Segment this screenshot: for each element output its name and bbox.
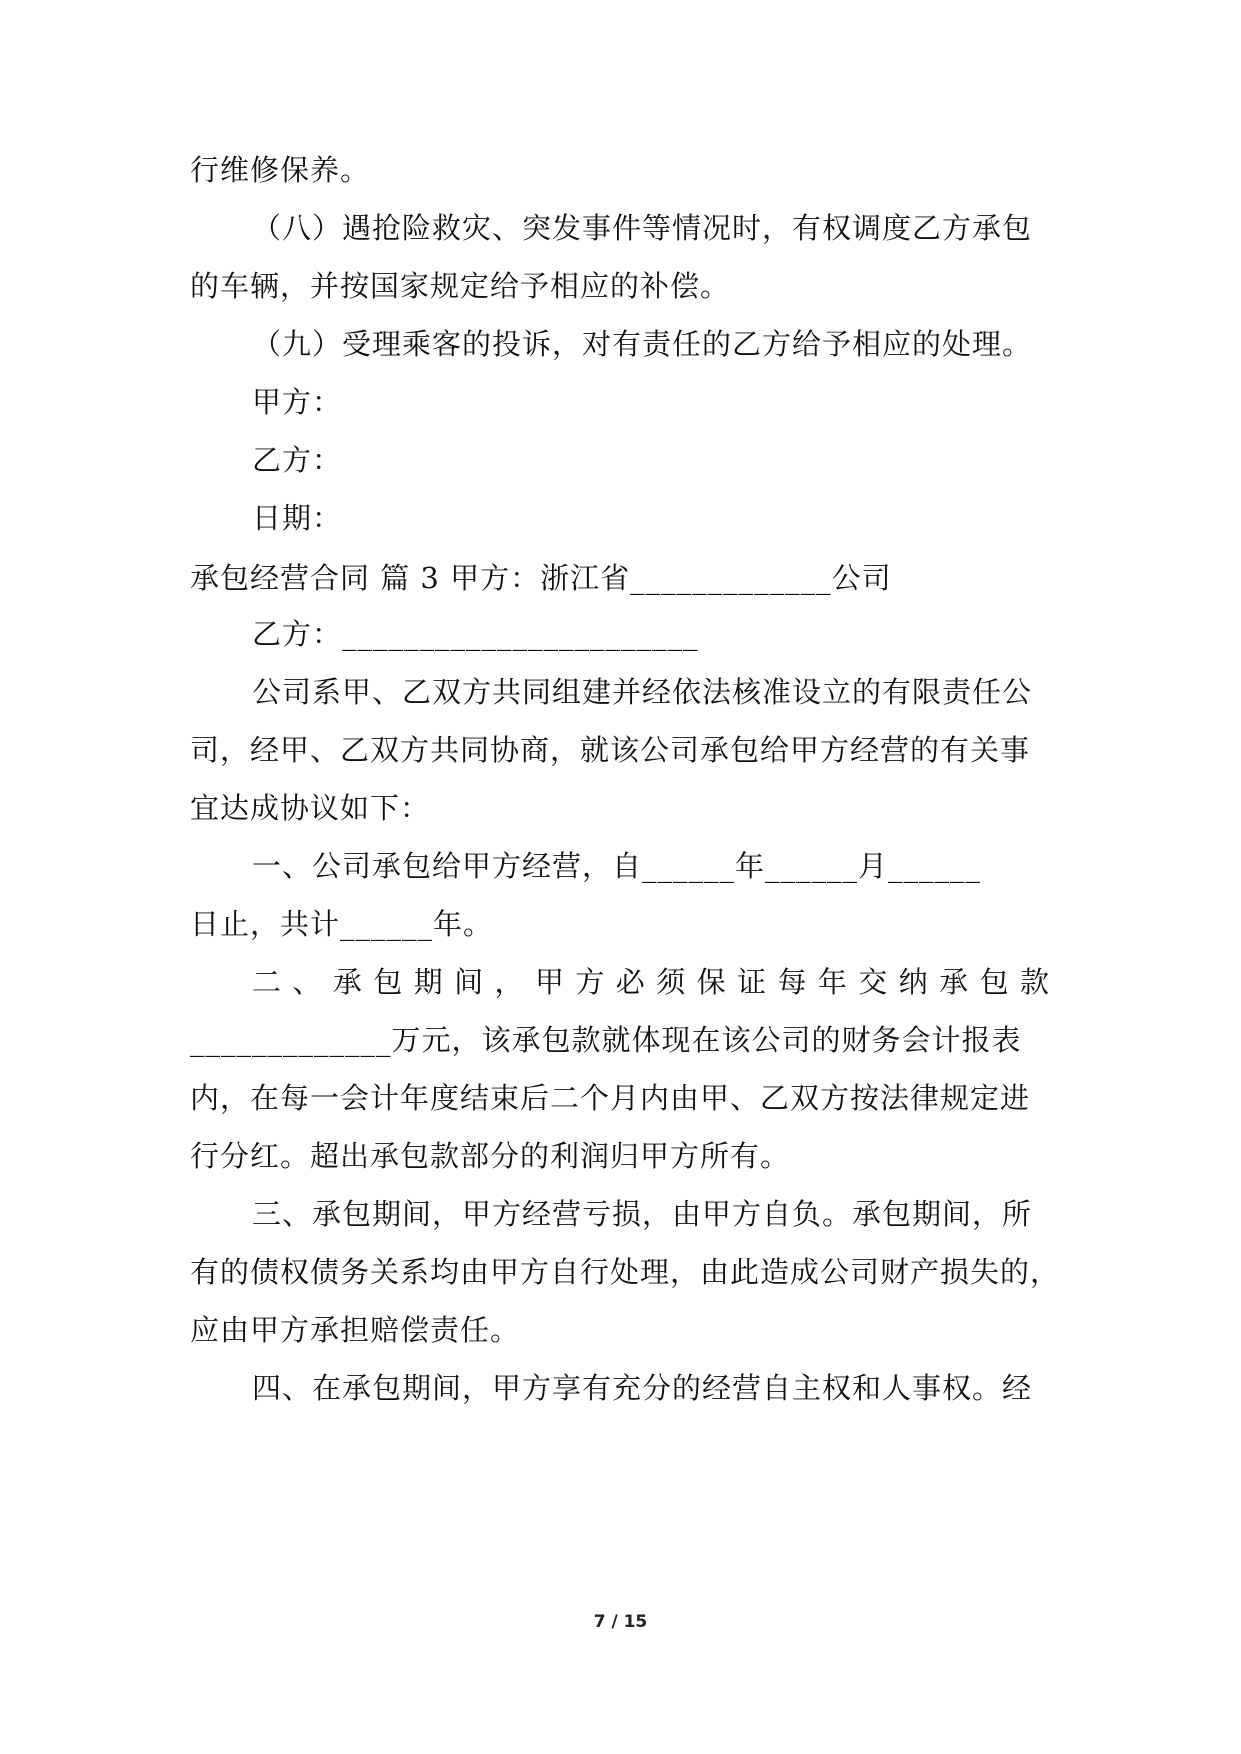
text-line: 司，经甲、乙双方共同协商，就该公司承包给甲方经营的有关事 — [190, 733, 1031, 767]
signature-label-party-a: 甲方： — [252, 385, 343, 419]
text-line: （八）遇抢险救灾、突发事件等情况时，有权调度乙方承包 — [252, 211, 1033, 245]
text-line: 二、承包期间，甲方必须保证每年交纳承包款 — [252, 965, 1050, 999]
signature-label-date: 日期： — [252, 501, 343, 535]
text-line: 行分红。超出承包款部分的利润归甲方所有。 — [190, 1139, 791, 1173]
page-number: 7 / 15 — [593, 1612, 648, 1632]
text-line: 乙方：_______________________ — [252, 617, 699, 651]
section-heading: 承包经营合同 篇 3 甲方：浙江省_____________公司 — [190, 561, 892, 595]
text-line: 宜达成协议如下： — [190, 791, 431, 825]
signature-label-party-b: 乙方： — [252, 443, 343, 477]
text-line: （九）受理乘客的投诉，对有责任的乙方给予相应的处理。 — [252, 327, 1033, 361]
text-line: 行维修保养。 — [190, 153, 371, 187]
text-line: 四、在承包期间，甲方享有充分的经营自主权和人事权。经 — [252, 1371, 1033, 1405]
text-line: 日止，共计______年。 — [190, 907, 494, 941]
text-line: 一、公司承包给甲方经营，自______年______月______ — [252, 849, 982, 883]
text-line: 有的债权债务关系均由甲方自行处理，由此造成公司财产损失的， — [190, 1255, 1061, 1289]
text-line: 的车辆，并按国家规定给予相应的补偿。 — [190, 269, 731, 303]
text-line: 三、承包期间，甲方经营亏损，由甲方自负。承包期间，所 — [252, 1197, 1033, 1231]
text-line: 应由甲方承担赔偿责任。 — [190, 1313, 521, 1347]
text-line: 公司系甲、乙双方共同组建并经依法核准设立的有限责任公 — [252, 675, 1033, 709]
text-line: _____________万元，该承包款就体现在该公司的财务会计报表 — [190, 1023, 1022, 1057]
text-line: 内，在每一会计年度结束后二个月内由甲、乙双方按法律规定进 — [190, 1081, 1031, 1115]
